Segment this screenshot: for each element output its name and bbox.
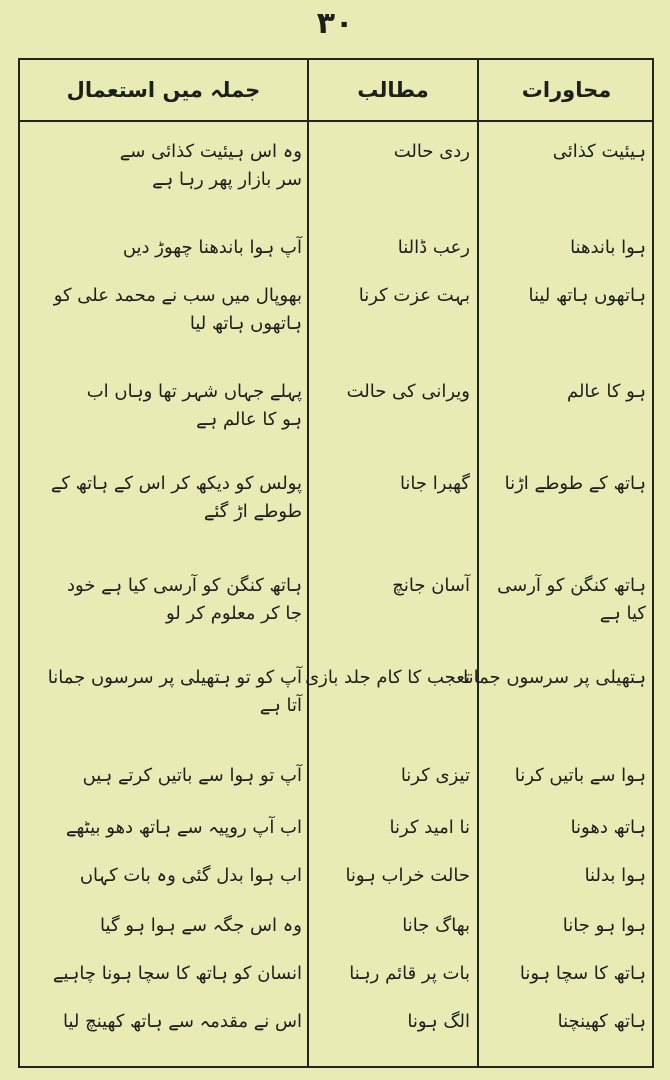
usage-cell: اس نے مقدمہ سے ہاتھ کھینچ لیا (62, 1011, 302, 1032)
usage-cell: بھوپال میں سب نے محمد علی کو ہاتھوں ہاتھ لیا (53, 285, 302, 334)
meaning-cell: حالت خراب ہونا (345, 865, 470, 886)
idiom-cell: ہاتھوں ہاتھ لینا (528, 285, 646, 306)
page-number: ۳۰ (316, 6, 354, 41)
idiom-cell: ہوا ہو جانا (562, 915, 646, 936)
idioms-table (18, 58, 654, 1068)
idiom-cell: ہوا باندھنا (570, 237, 646, 258)
meaning-cell: تعجب کا کام جلد بازی (305, 667, 470, 688)
meaning-cell: الگ ہونا (407, 1011, 470, 1032)
usage-cell: وہ اس جگہ سے ہوا ہو گیا (100, 915, 302, 936)
table-row (20, 762, 652, 818)
idiom-cell: ہوا بدلنا (584, 865, 646, 886)
header-idioms: محاورات (521, 78, 612, 102)
idiom-cell: ہتھیلی پر سرسوں جمانا (463, 667, 646, 688)
meaning-cell: نا امید کرنا (389, 817, 470, 838)
table-row (20, 138, 652, 194)
idiom-cell: ہاتھ کا سچا ہونا (519, 963, 646, 984)
table-row (20, 862, 652, 918)
meaning-cell: آسان جانچ (392, 575, 470, 596)
table-row (20, 664, 652, 720)
meaning-cell: بات پر قائم رہنا (349, 963, 470, 984)
usage-cell: آپ ہوا باندھنا چھوڑ دیں (122, 237, 302, 258)
table-row (20, 1008, 652, 1064)
header-meanings: مطالب (357, 78, 429, 102)
idiom-cell: ہوا سے باتیں کرنا (514, 765, 646, 786)
table-row (20, 572, 652, 628)
idiom-cell: ہو کا عالم (566, 381, 646, 402)
usage-cell: آپ کو تو ہتھیلی پر سرسوں جمانا آتا ہے (47, 667, 302, 716)
meaning-cell: بھاگ جانا (402, 915, 470, 936)
idiom-cell: ہاتھ کنگن کو آرسی کیا ہے (497, 575, 646, 624)
meaning-cell: تیزی کرنا (400, 765, 470, 786)
usage-cell: اب آپ روپیہ سے ہاتھ دھو بیٹھے (65, 817, 302, 838)
table-row (20, 470, 652, 526)
usage-cell: وہ اس ہیئیت کذائی سے سر بازار پھر رہا ہے (119, 141, 302, 190)
usage-cell: آپ تو ہوا سے باتیں کرتے ہیں (82, 765, 302, 786)
usage-cell: انسان کو ہاتھ کا سچا ہونا چاہیے (52, 963, 302, 984)
meaning-cell: ویرانی کی حالت (346, 381, 470, 402)
table-row (20, 282, 652, 338)
meaning-cell: بہت عزت کرنا (358, 285, 470, 306)
meaning-cell: ردی حالت (393, 141, 470, 162)
idiom-cell: ہاتھ کھینچنا (557, 1011, 646, 1032)
usage-cell: پہلے جہاں شہر تھا وہاں اب ہو کا عالم ہے (86, 381, 302, 430)
idiom-cell: ہاتھ دھونا (570, 817, 646, 838)
header-usage: جملہ میں استعمال (66, 78, 261, 102)
usage-cell: اب ہوا بدل گئی وہ بات کہاں (79, 865, 302, 886)
idiom-cell: ہیئیت کذائی (552, 141, 646, 162)
idiom-cell: ہاتھ کے طوطے اڑنا (504, 473, 646, 494)
meaning-cell: گھبرا جانا (399, 473, 470, 494)
meaning-cell: رعب ڈالنا (397, 237, 470, 258)
header-divider (20, 120, 652, 122)
usage-cell: پولس کو دیکھ کر اس کے ہاتھ کے طوطے اڑ گئے (50, 473, 302, 522)
usage-cell: ہاتھ کنگن کو آرسی کیا ہے خود جا کر معلوم کر لو (66, 575, 302, 624)
table-row (20, 378, 652, 434)
